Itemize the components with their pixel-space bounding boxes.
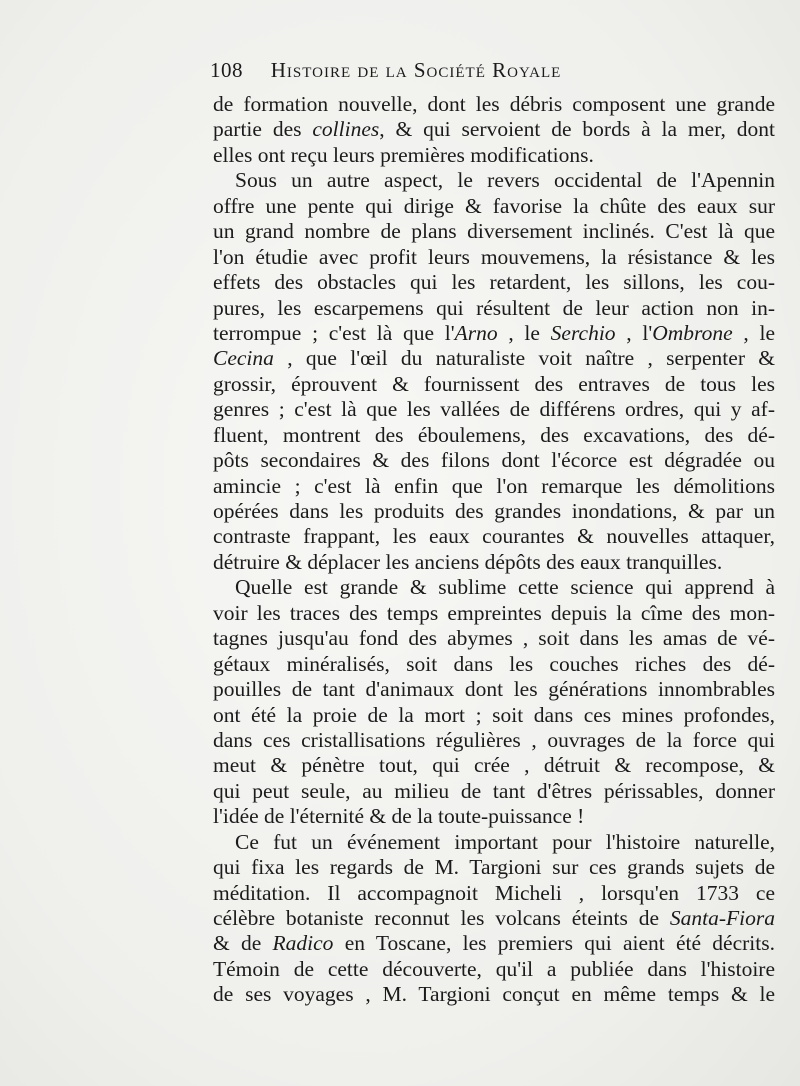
text-line	[213, 906, 775, 931]
text-line	[213, 626, 775, 651]
text-segment: genres ; c'est là que les vallées de différens ordres, qui y af-	[213, 397, 775, 422]
italic-text: collines	[312, 117, 380, 142]
text-segment: Témoin de cette découverte, qu'il a publiée dans l'histoire	[213, 956, 775, 981]
text-line	[213, 524, 775, 549]
text-segment: détruire & déplacer les anciens dépôts des eaux tranquilles.	[213, 549, 723, 574]
text-line	[213, 728, 775, 753]
text-line	[213, 982, 775, 1007]
text-line	[213, 168, 775, 193]
text-line	[213, 703, 775, 728]
text-line	[213, 804, 775, 829]
text-segment: offre une pente qui dirige & favorise la chûte des eaux sur	[213, 193, 775, 218]
italic-text: Cecina	[213, 346, 274, 371]
text-segment: méditation. Il accompagnoit Micheli , lorsqu'en 1733 ce	[213, 880, 775, 905]
text-segment: Ce fut un événement important pour l'histoire naturelle,	[235, 829, 775, 854]
text-segment: & de	[213, 931, 273, 956]
body-text	[213, 92, 775, 1008]
text-line	[213, 92, 775, 117]
text-line	[213, 753, 775, 778]
text-segment: amincie ; c'est là enfin que l'on remarque les démolitions	[213, 473, 775, 498]
text-segment: l'on étudie avec profit leurs mouvemens, la résistance & les	[213, 244, 775, 269]
text-segment: dans ces cristallisations régulières , ouvrages de la force qui	[213, 727, 775, 752]
text-segment: célèbre botaniste reconnut les volcans éteints de	[213, 906, 670, 930]
text-segment: meut & pénètre tout, qui crée , détruit & recompose, &	[213, 753, 775, 778]
text-line	[213, 855, 775, 880]
text-segment: qui peut seule, au milieu de tant d'êtres périssables, donner	[213, 778, 775, 803]
text-segment: fluent, montrent des éboulemens, des excavations, des dé-	[213, 422, 775, 447]
text-segment: contraste frappant, les eaux courantes & nouvelles attaquer,	[213, 524, 775, 549]
italic-text: Serchio	[550, 320, 616, 345]
text-line	[213, 881, 775, 906]
text-line	[213, 677, 775, 702]
text-segment: de ses voyages , M. Targioni conçut en même temps & le	[213, 982, 775, 1007]
text-segment: , le	[497, 320, 551, 345]
text-line	[213, 652, 775, 677]
text-segment: , l'	[615, 320, 653, 345]
text-segment: en Toscane, les premiers qui aient été décrits.	[333, 931, 775, 956]
italic-text: Arno	[454, 320, 498, 345]
text-segment: , le	[732, 320, 775, 345]
text-segment: qui fixa les regards de M. Targioni sur ces grands sujets de	[213, 855, 775, 880]
text-line	[213, 474, 775, 499]
text-line	[213, 397, 775, 422]
text-line	[213, 601, 775, 626]
text-segment: l'idée de l'éternité & de la toute-puissance !	[213, 804, 585, 829]
italic-text: Ombrone	[652, 320, 733, 345]
text-line	[213, 448, 775, 473]
text-segment: pures, les escarpemens qui résultent de leur action non in-	[213, 295, 775, 320]
text-segment: effets des obstacles qui les retardent, les sillons, les cou-	[213, 270, 775, 295]
text-line	[213, 270, 775, 295]
text-segment: Quelle est grande & sublime cette science qui apprend à	[235, 575, 775, 600]
page-number: 108	[210, 58, 243, 82]
text-line	[213, 931, 775, 956]
text-segment: grossir, éprouvent & fournissent des entraves de tous les	[213, 371, 775, 396]
text-segment: tagnes jusqu'au fond des abymes , soit dans les amas de vé-	[213, 626, 775, 651]
text-line	[213, 194, 775, 219]
text-line	[213, 779, 775, 804]
text-segment: opérées dans les produits des grandes inondations, & par un	[213, 499, 775, 523]
text-segment: pôts secondaires & des filons dont l'écorce est dégradée ou	[213, 448, 775, 473]
text-line	[213, 372, 775, 397]
italic-text: Santa-Fiora	[669, 906, 775, 930]
text-segment: de formation nouvelle, dont les débris composent une grande	[213, 92, 775, 116]
text-line	[213, 830, 775, 855]
text-segment: , & qui servoient de bords à la mer, dont	[379, 117, 775, 142]
text-segment: , que l'œil du naturaliste voit naître , serpenter &	[273, 346, 775, 371]
text-segment: pouilles de tant d'animaux dont les générations innombrables	[213, 677, 775, 702]
text-line	[213, 321, 775, 346]
running-title: Histoire de la Société Royale	[270, 58, 562, 82]
text-segment: Sous un autre aspect, le revers occidental de l'Apennin	[235, 168, 775, 193]
text-line	[213, 296, 775, 321]
text-segment: un grand nombre de plans diversement inclinés. C'est là que	[213, 219, 775, 244]
text-segment: terrompue ; c'est là que l'	[213, 320, 455, 345]
text-line	[213, 423, 775, 448]
text-line	[213, 575, 775, 600]
text-line	[213, 245, 775, 270]
text-line	[213, 346, 775, 371]
text-segment: elles ont reçu leurs premières modifications.	[213, 142, 594, 167]
text-line	[213, 117, 775, 142]
italic-text: Radico	[272, 931, 334, 956]
text-segment: gétaux minéralisés, soit dans les couches riches des dé-	[213, 651, 775, 676]
text-line	[213, 219, 775, 244]
text-segment: ont été la proie de la mort ; soit dans ces mines profondes,	[213, 702, 775, 727]
text-segment: partie des	[213, 117, 313, 142]
text-segment: voir les traces des temps empreintes depuis la cîme des mon-	[213, 600, 775, 625]
text-line	[213, 957, 775, 982]
text-line	[213, 499, 775, 524]
page-header	[210, 58, 785, 83]
text-line	[213, 550, 775, 575]
text-line	[213, 143, 775, 168]
